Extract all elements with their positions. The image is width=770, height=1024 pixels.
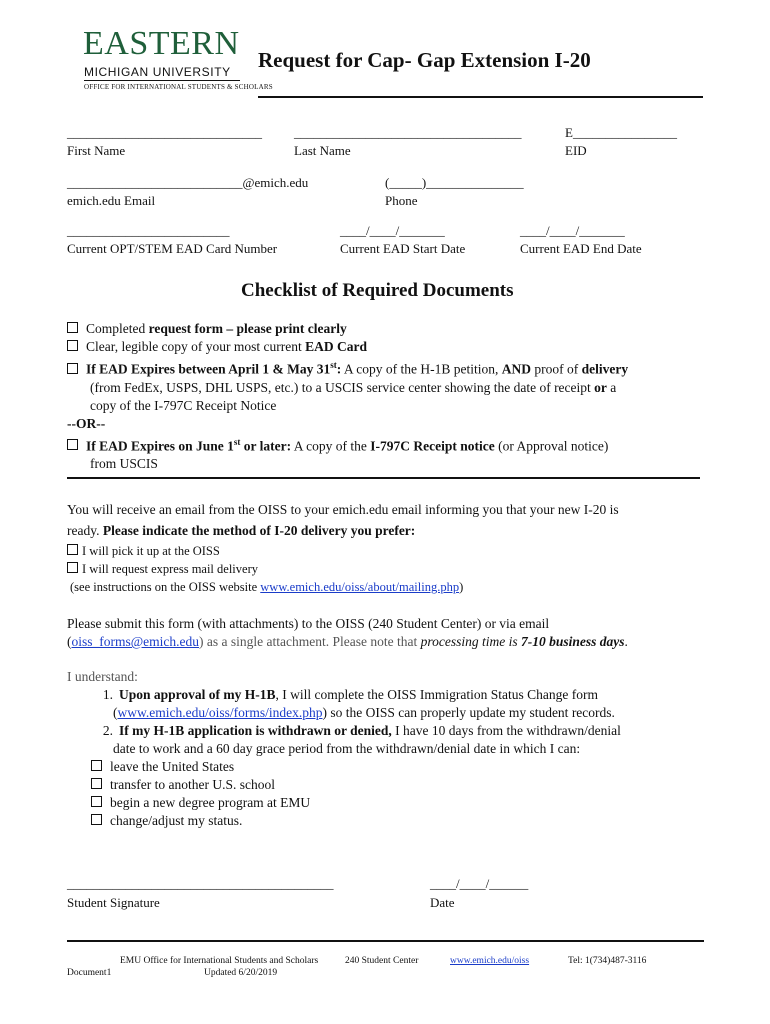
submit-line-2 [67, 633, 717, 651]
phone-field[interactable]: (_____)_______________ [385, 175, 524, 190]
checklist [67, 320, 707, 473]
checklist-item-i797c-cont: from USCIS [90, 456, 158, 471]
logo-university: MICHIGAN UNIVERSITY [84, 65, 231, 79]
item-text: ) so the OISS can properly update my student records. [322, 705, 615, 720]
processing-time: 7-10 business days [520, 634, 625, 649]
delivery-intro: You will receive an email from the OISS to your emich.edu email informing you that your new I-20 is [67, 502, 619, 517]
ead-end-label: Current EAD End Date [520, 241, 642, 256]
understand-item-2 [67, 722, 727, 740]
item-text: A copy of the [291, 438, 371, 453]
understand-item-2-cont: date to work and a 60 day grace period from the withdrawn/denial date in which I can: [113, 741, 581, 756]
status-change-form-link[interactable]: www.emich.edu/oiss/forms/index.php [117, 705, 323, 720]
item-sup: st [330, 360, 337, 370]
item-text: ( [113, 705, 118, 720]
checkbox[interactable] [91, 796, 102, 807]
item-text: a [606, 379, 617, 395]
checkbox[interactable] [67, 562, 78, 573]
date-field[interactable]: ____/____/______ [430, 876, 529, 891]
item-sup: st [233, 436, 241, 447]
checklist-item-h1b-petition-cont [67, 379, 707, 397]
last-name-label: Last Name [294, 143, 351, 158]
ead-start-label: Current EAD Start Date [340, 241, 466, 256]
option-new-degree [67, 794, 727, 812]
checkbox[interactable] [67, 363, 78, 374]
option-leave [67, 758, 727, 776]
item-bold: I-797C Receipt notice [370, 438, 495, 453]
first-name-field[interactable]: ______________________________ [67, 125, 262, 140]
item-text: Completed [86, 321, 149, 336]
mailing-link[interactable]: www.emich.edu/oiss/about/mailing.php [260, 580, 460, 594]
date-label: Date [430, 895, 455, 910]
understand-item-1 [67, 686, 727, 704]
item-bold: request form – please print clearly [148, 321, 347, 336]
email-field[interactable]: ___________________________@emich.edu [67, 175, 309, 190]
understand-heading: I understand: [67, 669, 138, 684]
instructions-text: (see instructions on the OISS website [70, 580, 261, 594]
understand-list [67, 686, 727, 830]
item-number: 1. [102, 687, 113, 702]
understand-item-1-cont [67, 704, 727, 722]
eid-field[interactable]: E________________ [565, 125, 677, 140]
item-bold: If EAD Expires on June 1 [86, 438, 234, 453]
item-text: (from FedEx, USPS, DHL USPS, etc.) to a USCIS service center showing the date of receipt [90, 379, 595, 395]
footer-phone: Tel: 1(734)487-3116 [568, 956, 647, 966]
submit-section [67, 615, 717, 651]
eid-label: EID [565, 143, 587, 158]
prompt-text: ready. [67, 523, 103, 538]
delivery-section [67, 501, 717, 540]
item-text: A copy of the H-1B petition, [341, 361, 502, 377]
ead-card-field[interactable]: _________________________ [67, 223, 230, 238]
logo-wordmark [83, 27, 240, 61]
logo-office: OFFICE FOR INTERNATIONAL STUDENTS & SCHOLARS [84, 83, 273, 91]
item-bold: EAD Card [305, 339, 368, 354]
item-bold: or [594, 379, 607, 395]
oiss-email-link[interactable]: oiss_forms@emich.edu [71, 634, 200, 649]
checkbox[interactable] [67, 322, 78, 333]
item-bold: : [336, 361, 342, 377]
phone-label: Phone [385, 193, 418, 208]
logo-divider [84, 80, 240, 81]
option-label: begin a new degree program at EMU [110, 795, 311, 810]
logo-name: EASTERN [83, 25, 240, 62]
item-text: (or Approval notice) [494, 438, 609, 453]
ead-start-field[interactable]: ____/____/_______ [340, 223, 445, 238]
option-label: I will pick it up at the OISS [82, 544, 220, 558]
option-label: leave the United States [110, 759, 235, 774]
last-name-field[interactable]: ___________________________________ [294, 125, 522, 140]
item-text: , I will complete the OISS Immigration Status Change form [275, 687, 598, 702]
checkbox[interactable] [91, 760, 102, 771]
checkbox[interactable] [91, 778, 102, 789]
delivery-options [67, 542, 463, 596]
item-text: proof of [530, 361, 582, 377]
delivery-option-pickup [67, 542, 463, 560]
checkbox[interactable] [67, 544, 78, 555]
item-text: I have 10 days from the withdrawn/denial [391, 723, 621, 738]
prompt-bold: Please indicate the method of I-20 delivery you prefer: [102, 523, 416, 538]
mailing-instructions [67, 578, 463, 596]
delivery-prompt [67, 522, 717, 540]
item-bold: If my H-1B application is withdrawn or denied, [119, 723, 392, 738]
checklist-item-h1b-petition-cont2: copy of the I-797C Receipt Notice [90, 397, 277, 413]
email-label: emich.edu Email [67, 193, 156, 208]
submit-text: . [624, 634, 628, 649]
checklist-item-ead-card [67, 338, 707, 356]
checkbox[interactable] [67, 439, 78, 450]
item-number: 2. [102, 723, 113, 738]
item-bold: or later: [240, 438, 292, 453]
signature-field[interactable]: _________________________________________ [67, 876, 334, 891]
submit-text: ) as a single attachment. Please note that [199, 634, 421, 649]
title-rule [258, 96, 703, 98]
checklist-item-i797c [67, 433, 707, 456]
instructions-text: ) [459, 580, 464, 594]
first-name-label: First Name [67, 143, 126, 158]
item-bold: AND [501, 361, 531, 377]
ead-card-label: Current OPT/STEM EAD Card Number [67, 241, 278, 256]
submit-italic: processing time is [420, 634, 521, 649]
section-rule [67, 477, 700, 479]
option-label: transfer to another U.S. school [110, 777, 275, 792]
footer-website-link[interactable]: www.emich.edu/oiss [450, 956, 530, 966]
checklist-item-h1b-petition [67, 356, 707, 379]
item-body [113, 722, 621, 740]
checkbox[interactable] [67, 340, 78, 351]
footer-doc-id: Document1 [67, 968, 112, 978]
signature-label: Student Signature [67, 895, 160, 910]
footer-rule [67, 940, 704, 942]
or-separator: --OR-- [67, 415, 106, 431]
footer-updated: Updated 6/20/2019 [204, 968, 278, 978]
checklist-item-request-form [67, 320, 707, 338]
item-bold: Upon approval of my H-1B [119, 687, 276, 702]
delivery-option-mail [67, 560, 463, 578]
submit-line: Please submit this form (with attachments) to the OISS (240 Student Center) or via email [67, 616, 550, 631]
option-change-status [67, 812, 727, 830]
item-bold: delivery [581, 361, 629, 377]
option-label: I will request express mail delivery [82, 562, 258, 576]
option-label: change/adjust my status. [110, 813, 243, 828]
footer-address: 240 Student Center [345, 956, 419, 966]
page-title: Request for Cap- Gap Extension I-20 [258, 48, 591, 72]
item-bold: If EAD Expires between April 1 & May 31 [86, 361, 331, 377]
checklist-title: Checklist of Required Documents [241, 280, 514, 301]
footer-office: EMU Office for International Students and Scholars [120, 956, 319, 966]
submit-text: ( [67, 634, 72, 649]
item-text: Clear, legible copy of your most current [86, 339, 306, 354]
item-body [113, 686, 598, 704]
ead-end-field[interactable]: ____/____/_______ [520, 223, 625, 238]
option-transfer [67, 776, 727, 794]
checkbox[interactable] [91, 814, 102, 825]
